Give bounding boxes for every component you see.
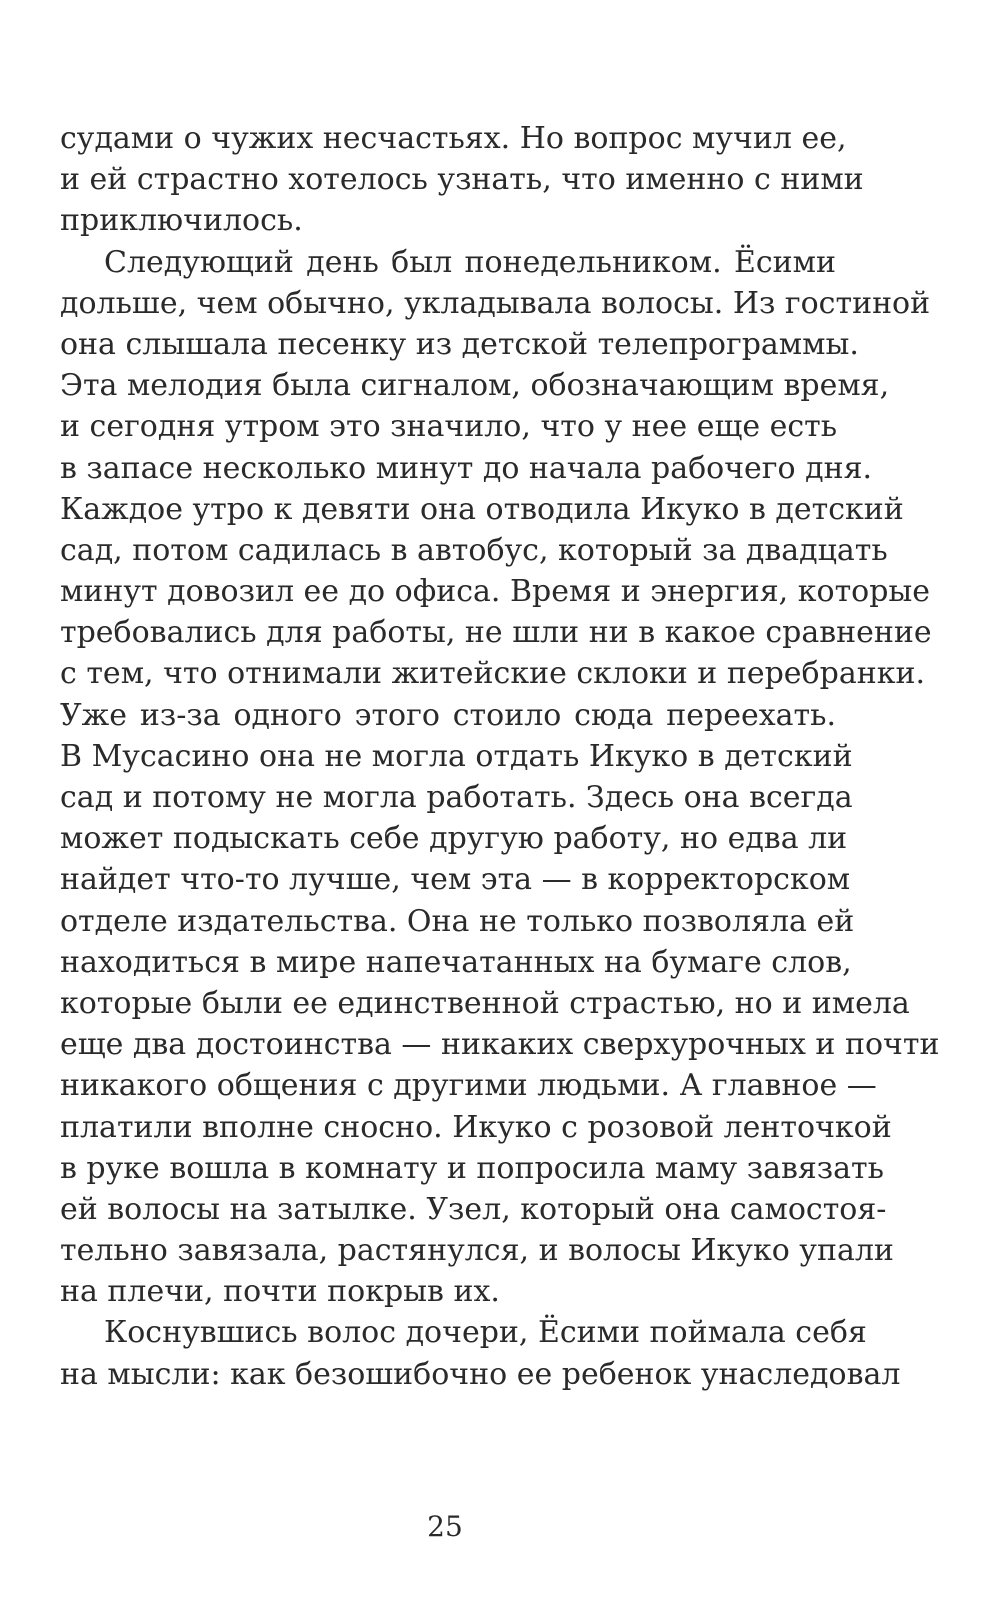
- text-line: дольше, чем обычно, укладывала волосы. Из гостиной: [60, 285, 931, 321]
- text-line: ей волосы на затылке. Узел, который она самостоя-: [60, 1191, 887, 1227]
- text-line: судами о чужих несчастьях. Но вопрос мучил ее,: [60, 121, 847, 156]
- paragraph: [60, 242, 940, 1313]
- text-line: Уже из-за одного этого стоило сюда переехать.: [60, 697, 836, 733]
- text-line: на мысли: как безошибочно ее ребенок унаследовал: [60, 1356, 901, 1392]
- paragraph: [60, 118, 864, 242]
- text-line: в руке вошла в комнату и попросила маму завязать: [60, 1150, 884, 1186]
- text-line: минут довозил ее до офиса. Время и энергия, которые: [60, 574, 931, 610]
- text-line: она слышала песенку из детской телепрограммы.: [60, 326, 859, 362]
- text-line: на плечи, почти покрыв их.: [60, 1274, 500, 1310]
- text-line: и ей страстно хотелось узнать, что именно с ними: [60, 162, 864, 198]
- text-line: приключилось.: [60, 203, 303, 239]
- text-line: может подыскать себе другую работу, но едва ли: [60, 821, 848, 857]
- body-text: [60, 118, 940, 1395]
- text-line: сад и потому не могла работать. Здесь она всегда: [60, 780, 853, 815]
- text-line: еще два достоинства — никаких сверхурочных и почти: [60, 1027, 940, 1063]
- page-number: 25: [427, 1510, 463, 1543]
- text-line: платили вполне сносно. Икуко с розовой ленточкой: [60, 1109, 892, 1145]
- text-line: сад, потом садилась в автобус, который за двадцать: [60, 532, 888, 568]
- text-line: находиться в мире напечатанных на бумаге слов,: [60, 944, 852, 980]
- text-line: Коснувшись волос дочери, Ёсими поймала себя: [104, 1315, 867, 1351]
- paragraph: [60, 1312, 901, 1394]
- text-line: никакого общения с другими людьми. А главное —: [60, 1068, 877, 1104]
- text-line: требовались для работы, не шли ни в какое сравнение: [60, 615, 932, 651]
- text-line: Следующий день был понедельником. Ёсими: [104, 244, 836, 280]
- text-line: и сегодня утром это значило, что у нее еще есть: [60, 409, 838, 445]
- text-line: с тем, что отнимали житейские склоки и перебранки.: [60, 656, 925, 692]
- text-line: тельно завязала, растянулся, и волосы Икуко упали: [60, 1233, 894, 1269]
- text-line: которые были ее единственной страстью, но и имела: [60, 985, 910, 1021]
- text-line: Каждое утро к девяти она отводила Икуко в детский: [60, 491, 904, 527]
- text-line: Эта мелодия была сигналом, обозначающим время,: [60, 368, 890, 404]
- text-line: В Мусасино она не могла отдать Икуко в детский: [60, 738, 853, 774]
- text-line: найдет что-то лучше, чем эта — в корректорском: [60, 862, 851, 898]
- text-line: в запасе несколько минут до начала рабочего дня.: [60, 450, 873, 486]
- text-line: отделе издательства. Она не только позволяла ей: [60, 903, 855, 939]
